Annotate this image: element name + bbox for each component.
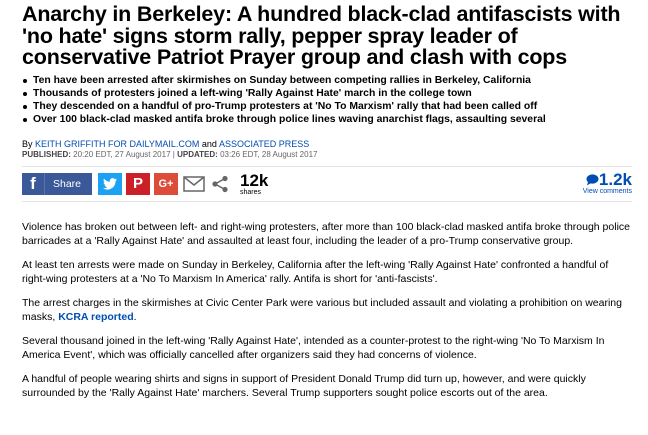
kcra-link[interactable]: KCRA reported xyxy=(58,310,134,323)
byline xyxy=(22,139,640,160)
email-share-button[interactable] xyxy=(182,173,206,195)
google-plus-share-button[interactable] xyxy=(154,173,178,195)
more-share-button[interactable] xyxy=(208,173,232,195)
article-paragraph xyxy=(22,296,634,324)
paragraph-text: The arrest charges in the skirmishes at Civic Center Park were various but included assault and violating a prohibition on wearing masks, xyxy=(22,296,622,323)
byline-and: and xyxy=(201,138,217,149)
paragraph-end: . xyxy=(133,310,137,323)
article-body xyxy=(22,220,634,400)
summary-bullet: Ten have been arrested after skirmishes on Sunday between competing rallies in Berkeley, California xyxy=(22,74,640,87)
comments-link[interactable] xyxy=(583,171,632,196)
article-paragraph: At least ten arrests were made on Sunday in Berkeley, California after the left-wing 'Rally Against Hate' confronted a handful of right-wing protesters at a 'No To Marxism In America' rally. Antifa is short for 'anti-fascists'. xyxy=(22,258,609,285)
summary-bullet: Over 100 black-clad masked antifa broke through police lines waving anarchist flags, assaulting several xyxy=(22,113,640,126)
article-paragraph: Violence has broken out between left- and right-wing protesters, after more than 100 black-clad masked antifa broke through police barricades at a 'Rally Against Hate' and assaulted at least four, including the leader of a pro-Trump conservative group. xyxy=(22,220,630,247)
byline-by: By xyxy=(22,138,33,149)
share-count-value: 12k xyxy=(240,170,269,190)
google-plus-icon: G+ xyxy=(158,177,174,190)
twitter-icon xyxy=(103,178,117,190)
updated-label: UPDATED: xyxy=(177,149,218,159)
share-count-label: shares xyxy=(240,188,262,196)
summary-bullets xyxy=(22,74,640,126)
summary-bullet: They descended on a handful of pro-Trump protesters at 'No To Marxism' rally that had been called off xyxy=(22,100,640,113)
pinterest-share-button[interactable] xyxy=(126,173,150,195)
article-paragraph: A handful of people wearing shirts and signs in support of President Donald Trump did turn up, however, and were quickly surrounded by the 'Rally Against Hate' marchers. Several Trump supporters sought police escorts out of the area. xyxy=(22,372,586,399)
date-separator: | xyxy=(172,149,175,159)
pinterest-icon: P xyxy=(132,175,143,192)
agency-link[interactable]: ASSOCIATED PRESS xyxy=(218,138,310,149)
article-paragraph: Several thousand joined in the left-wing 'Rally Against Hate', intended as a counter-protest to the right-wing 'No To Marxism In America Event', which was officially cancelled after organizers said they had concerns of violence. xyxy=(22,334,605,361)
facebook-share-label: Share xyxy=(53,177,82,190)
share-icon xyxy=(211,175,229,193)
facebook-share-button[interactable] xyxy=(22,173,92,195)
view-comments-label: View comments xyxy=(582,188,632,195)
updated-date: 03:26 EDT, 28 August 2017 xyxy=(220,149,318,159)
author-link[interactable]: KEITH GRIFFITH FOR DAILYMAIL.COM xyxy=(35,138,200,149)
share-bar xyxy=(22,166,632,202)
share-count xyxy=(240,172,268,196)
facebook-icon: f xyxy=(22,173,45,195)
twitter-share-button[interactable] xyxy=(98,173,122,195)
published-label: PUBLISHED: xyxy=(22,149,71,159)
publish-dates xyxy=(22,150,640,160)
summary-bullet: Thousands of protesters joined a left-wing 'Rally Against Hate' march in the college town xyxy=(22,87,640,100)
headline: Anarchy in Berkeley: A hundred black-clad antifascists with 'no hate' signs storm rally, pepper spray leader of conservative Patriot Prayer group and clash with cops xyxy=(22,2,621,69)
email-icon xyxy=(183,176,205,192)
comment-icon xyxy=(586,174,599,186)
published-date: 20:20 EDT, 27 August 2017 xyxy=(73,149,171,159)
comment-count: 1.2k xyxy=(598,170,632,189)
